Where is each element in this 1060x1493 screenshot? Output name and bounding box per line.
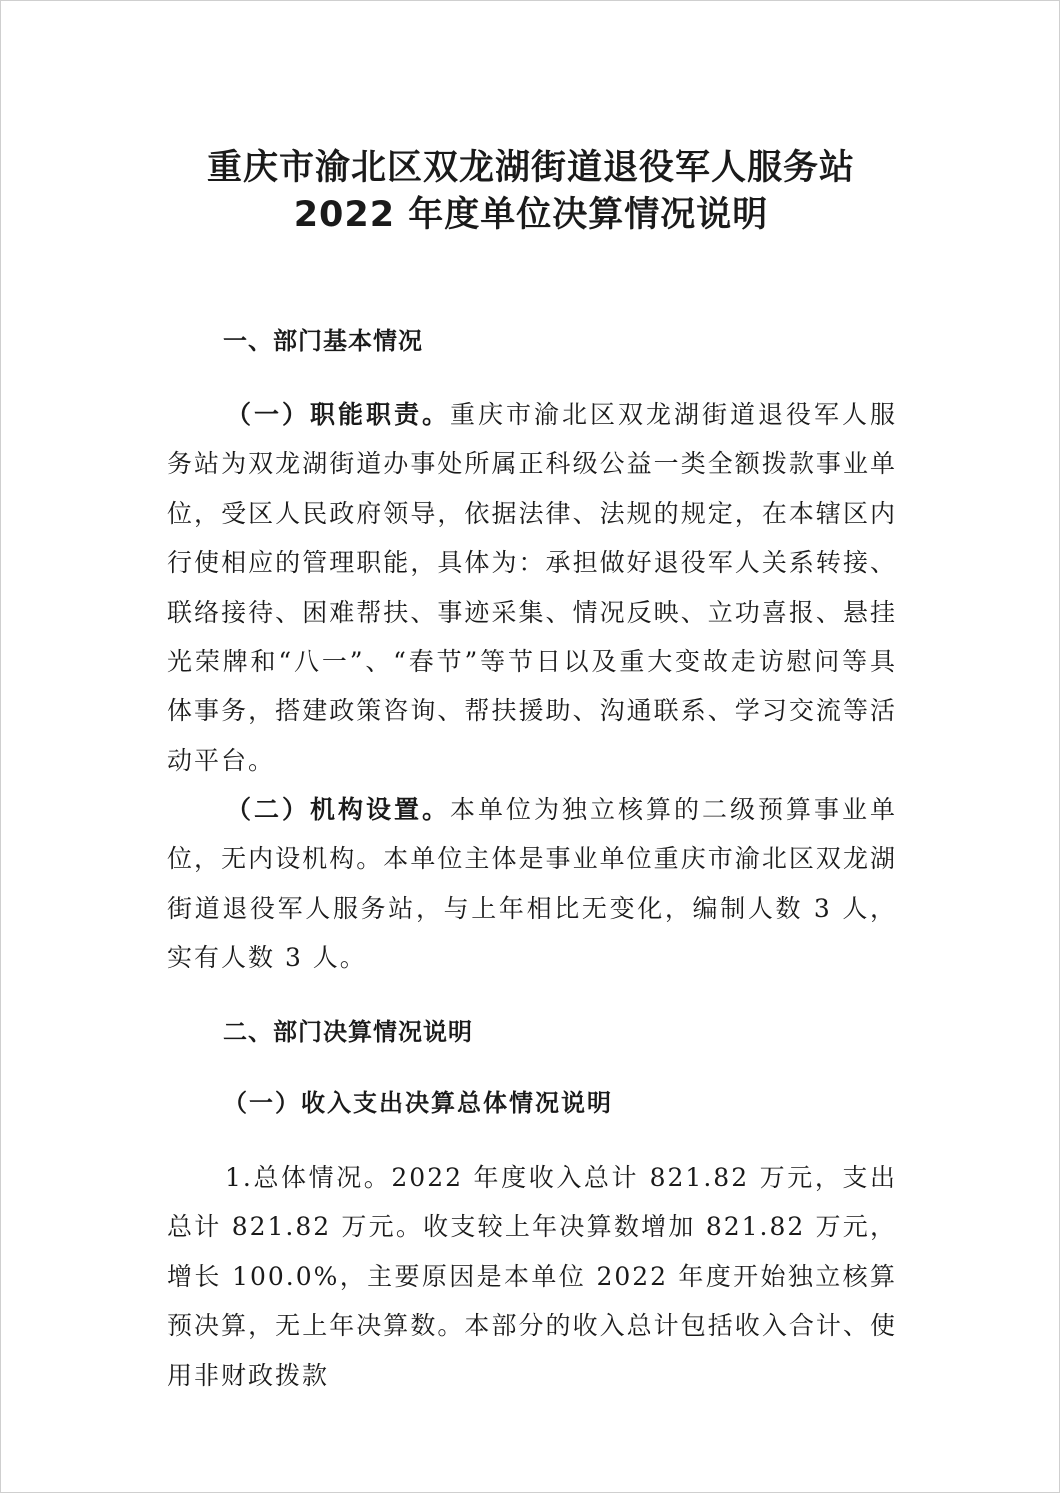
duties-paragraph <box>167 390 897 785</box>
structure-lead: （二）机构设置。 <box>225 795 450 824</box>
structure-paragraph <box>167 785 897 983</box>
subsection1-heading: （一）收入支出决算总体情况说明 <box>223 1089 613 1117</box>
overall-body: 1.总体情况。2022 年度收入总计 821.82 万元，支出总计 821.82 万元。收支较上年决算数增加 821.82 万元，增长 100.0%，主要原因是本单位 2022 年度开始独立核算预决算，无上年决算数。本部分的收入总计包括收入合计、使用非财政拨款 <box>167 1163 897 1390</box>
overall-paragraph <box>167 1153 897 1400</box>
document-title-line1: 重庆市渝北区双龙湖街道退役军人服务站 <box>206 148 855 188</box>
document-title-line2: 2022 年度单位决算情况说明 <box>293 195 769 235</box>
duties-body: 重庆市渝北区双龙湖街道退役军人服务站为双龙湖街道办事处所属正科级公益一类全额拨款事业单位，受区人民政府领导，依据法律、法规的规定，在本辖区内行使相应的管理职能，具体为：承担做好退役军人关系转接、联络接待、困难帮扶、事迹采集、情况反映、立功喜报、悬挂光荣牌和“八一”、“春节”等节日以及重大变故走访慰问等具体事务，搭建政策咨询、帮扶援助、沟通联系、学习交流等活动平台。 <box>167 400 897 775</box>
section1-heading: 一、部门基本情况 <box>223 327 423 355</box>
section2-heading: 二、部门决算情况说明 <box>223 1018 473 1046</box>
duties-lead: （一）职能职责。 <box>225 400 450 429</box>
structure-body: 本单位为独立核算的二级预算事业单位，无内设机构。本单位主体是事业单位重庆市渝北区双龙湖街道退役军人服务站，与上年相比无变化，编制人数 3 人，实有人数 3 人。 <box>167 795 897 973</box>
